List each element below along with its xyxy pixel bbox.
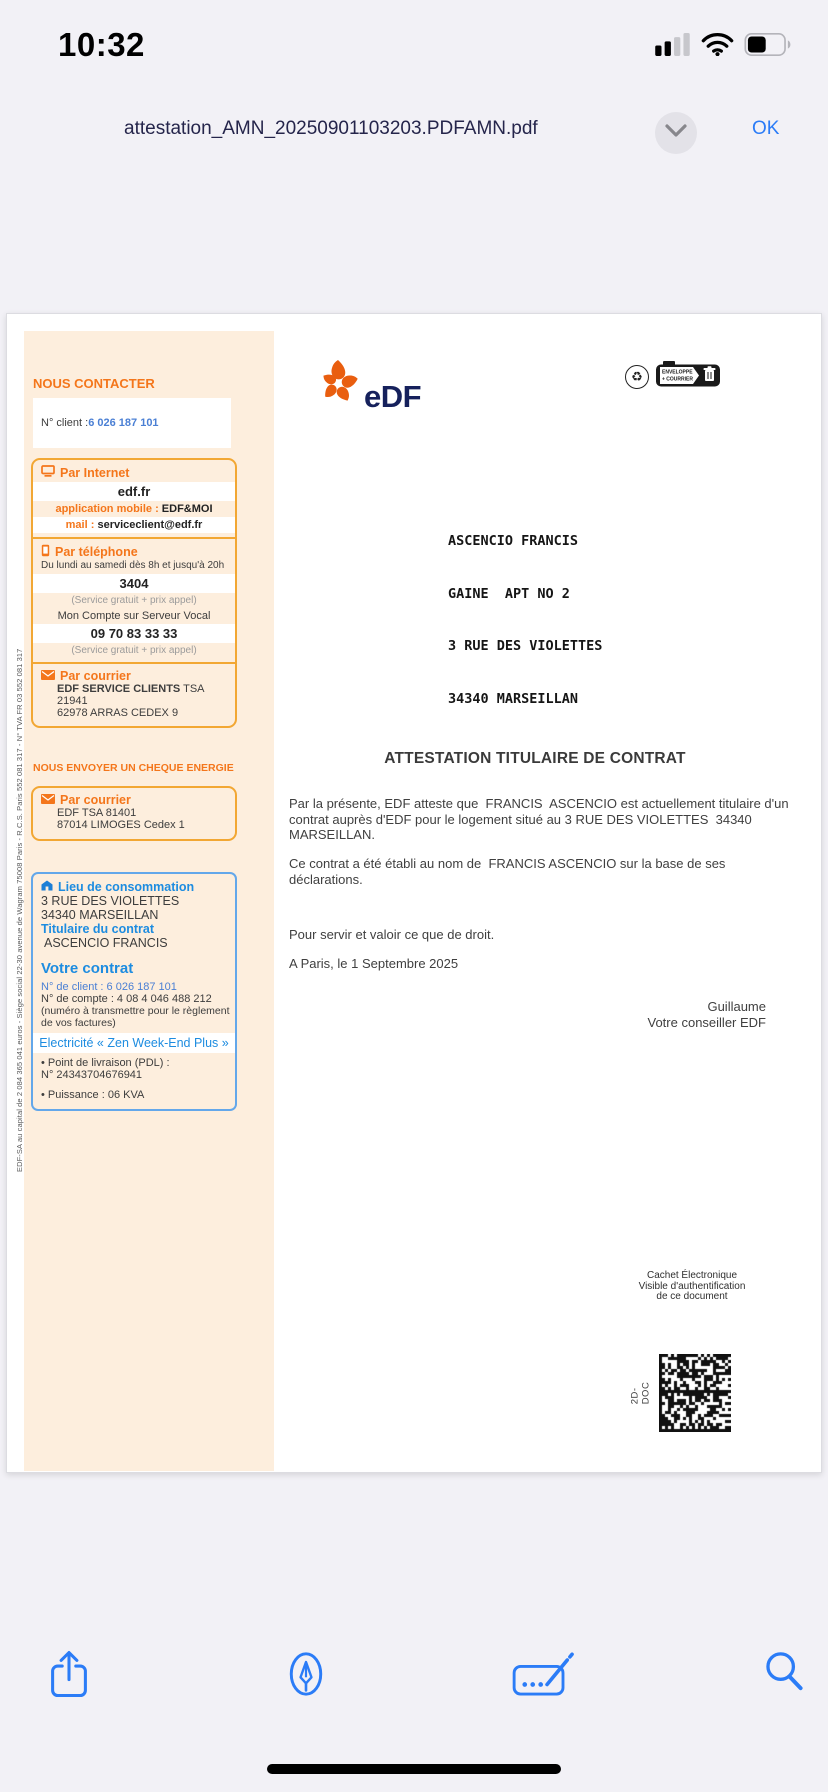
sorting-info-badge [655,360,721,393]
contact-box [31,458,237,728]
cheque-mail-line1: EDF TSA 81401 [57,807,137,819]
recipient-line: GAINE APT NO 2 [448,585,570,602]
pdl-number: N° 24343704676941 [41,1069,143,1081]
app-value: EDF&MOI [161,503,213,515]
computer-icon [41,465,55,480]
qr-code-label-wrap [629,1354,651,1432]
status-bar-icons [655,32,792,61]
contract-account-line: N° de compte : 4 08 4 046 488 212 [41,993,212,1005]
holder-name: ASCENCIO FRANCIS [44,936,168,950]
mail-line1-bold: EDF SERVICE CLIENTS [57,683,181,695]
phone-hours: Du lundi au samedi dès 8h et jusqu'à 20h [41,560,225,571]
cheque-box [31,786,237,841]
cheque-heading: NOUS ENVOYER UN CHEQUE ENERGIE [33,762,234,774]
recipient-address [448,498,602,743]
letter-date-line: A Paris, le 1 Septembre 2025 [289,956,459,971]
triman-recycle-icon: ♻ [625,365,649,389]
letter-paragraph-1: Par la présente, EDF atteste que FRANCIS ASCENCIO est actuellement titulaire d'un contrat auprès d'EDF pour le logement situé au 3 RUE DES VIOLETTES 34340 MARSEILLAN. [289,796,793,842]
stamp-caption-line: Cachet Électronique [646,1270,738,1281]
signer-name: Guillaume [707,999,766,1014]
recipient-line: 3 RUE DES VIOLETTES [448,638,603,654]
contract-client-line: N° de client : 6 026 187 101 [41,981,177,993]
consumption-box [31,872,237,1111]
mail-label: mail : [65,519,98,531]
expand-options-button[interactable] [655,112,697,154]
client-number-label: N° client : [41,417,89,429]
home-indicator[interactable] [267,1764,561,1774]
stamp-caption [609,1271,775,1303]
app-label: application mobile : [55,503,162,515]
mail-line1-rest: TSA 21941 [57,683,204,707]
2d-doc-datamatrix [659,1354,731,1432]
pdl-label: • Point de livraison (PDL) : [41,1057,170,1069]
offer-name: Electricité « Zen Week-End Plus » [33,1033,235,1053]
nav-bar [0,108,828,164]
letter-paragraph-3: Pour servir et valoir ce que de droit. [289,927,495,942]
edf-site: edf.fr [33,482,235,501]
stamp-caption-line: Visible d'authentification [638,1280,746,1292]
contract-heading: Votre contrat [41,960,134,977]
svg-text:+ COURRIER: + COURRIER [662,376,693,383]
mail-heading: Par courrier [60,669,131,683]
ok-button[interactable]: OK [752,118,780,139]
share-button[interactable] [48,1648,90,1705]
svg-text:ENVELOPPE: ENVELOPPE [662,369,693,376]
signature-icon [512,1687,580,1704]
phone-number-2: 09 70 83 33 33 [33,624,235,643]
cheque-mail-heading: Par courrier [60,793,131,807]
markup-pen-icon [286,1685,326,1702]
letter-paragraph-2: Ce contrat a été établi au nom de FRANCIS ASCENCIO sur la base de ses déclarations. [289,856,730,887]
share-icon [48,1687,90,1704]
markup-button[interactable] [286,1650,326,1703]
search-icon [764,1679,804,1696]
mail-line2: 62978 ARRAS CEDEX 9 [57,707,179,719]
letter-title: ATTESTATION TITULAIRE DE CONTRAT [384,750,686,767]
signature-fill-button[interactable] [512,1652,580,1705]
power-line: • Puissance : 06 KVA [41,1089,145,1101]
mail-value: serviceclient@edf.fr [97,519,203,531]
cheque-mail-line2: 87014 LIMOGES Cedex 1 [57,819,185,831]
pdf-page[interactable] [6,313,822,1473]
place-heading: Lieu de consommation [58,880,195,894]
search-button[interactable] [764,1650,804,1697]
client-number-value: 6 026 187 101 [88,417,159,429]
contract-account-note: (numéro à transmettre pour le règlement de vos factures) [41,1005,230,1029]
internet-heading: Par Internet [60,465,130,480]
signer-role: Votre conseiller EDF [647,1015,766,1030]
building-icon [41,880,53,894]
qr-code-label: 2D-DOC [629,1381,652,1405]
consumption-address2: 34340 MARSEILLAN [41,908,159,922]
status-bar-time: 10:32 [58,26,145,63]
signature-block [466,999,766,1031]
recycling-marks [625,360,721,393]
document-filename: attestation_AMN_20250901103203.PDFAMN.pdf [124,118,538,139]
legal-vertical-text: EDF-SA au capital de 2 084 365 041 euros - Siège social 22-30 avenue de Wagram 75008 Paris - R.C.S. Paris 552 081 317 - N° TVA FR 03 552 081 317 [15,648,24,1172]
stamp-caption-line: de ce document [656,1291,728,1302]
edf-flame-icon [312,356,364,415]
phone-note-2: (Service gratuit + prix appel) [71,645,197,656]
chevron-down-icon [664,123,688,144]
phone-heading: Par téléphone [55,545,138,559]
cellular-signal-icon [655,33,691,61]
recipient-line: 34340 MARSEILLAN [448,690,579,707]
envelope-icon [41,793,55,807]
phone-number-1: 3404 [33,574,235,593]
phone-vocal: Mon Compte sur Serveur Vocal [57,610,211,622]
battery-icon [744,33,792,61]
consumption-address1: 3 RUE DES VIOLETTES [41,894,180,908]
edf-logo-text: eDF [364,379,422,414]
mobile-phone-icon [41,544,50,560]
wifi-icon [701,32,734,61]
contact-heading: NOUS CONTACTER [33,376,155,391]
envelope-icon [41,669,55,683]
edf-logo [312,356,421,415]
recipient-line: ASCENCIO FRANCIS [448,533,579,549]
holder-heading: Titulaire du contrat [41,922,154,936]
client-number-box [33,398,231,448]
phone-note-1: (Service gratuit + prix appel) [71,595,197,606]
